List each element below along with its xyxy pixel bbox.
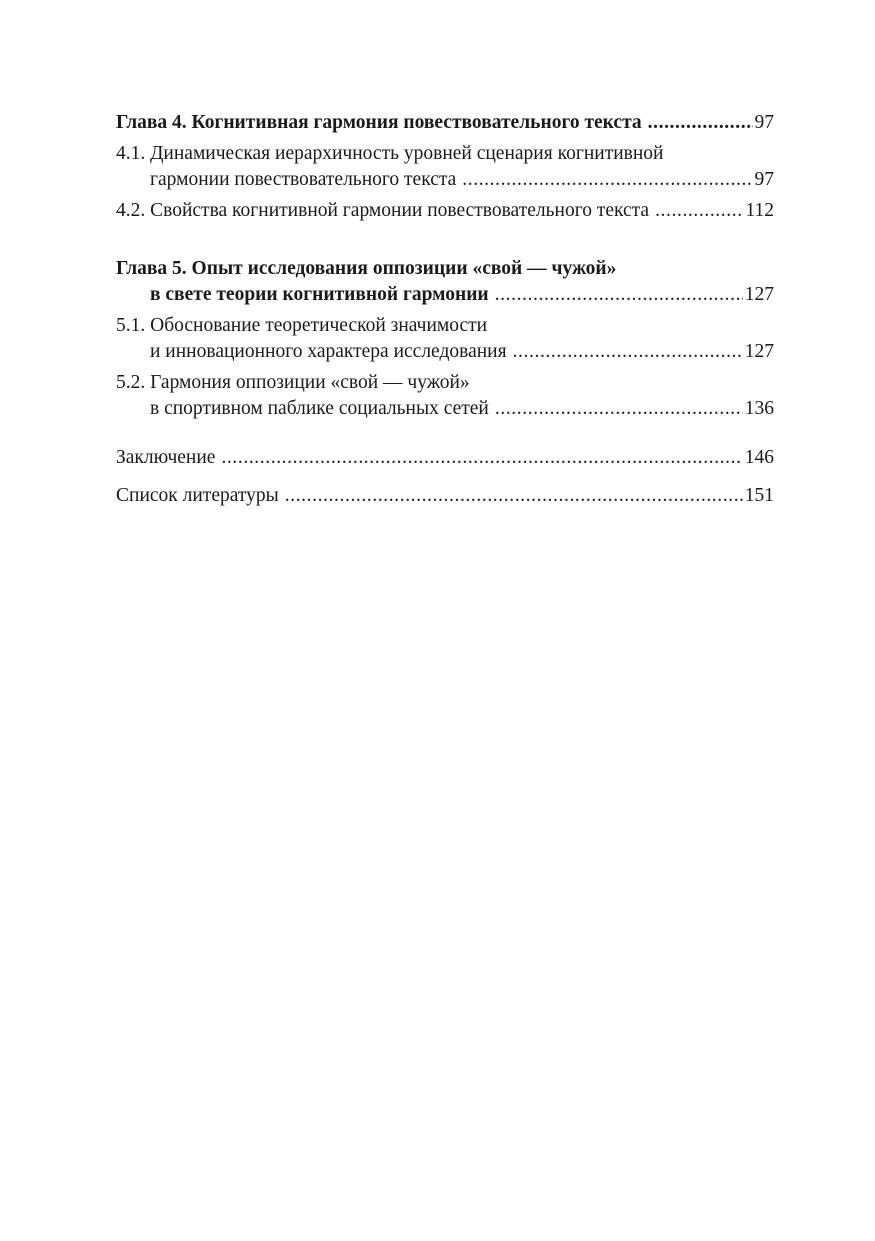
toc-entry-title-continuation: в свете теории когнитивной гармонии (150, 284, 489, 305)
dot-leader (513, 339, 743, 365)
toc-page-number: 127 (744, 341, 774, 362)
toc-page-number: 146 (744, 447, 774, 468)
table-of-contents (116, 110, 774, 509)
dot-leader (648, 110, 753, 136)
toc-entry-title: Заключение (116, 447, 216, 468)
toc-entry-title-continuation: и инновационного характера исследования (150, 341, 507, 362)
toc-page-number: 112 (745, 200, 774, 221)
toc-entry-title: 5.2. Гармония оппозиции «свой — чужой» (116, 372, 470, 393)
toc-entry-section-4-1 (116, 141, 774, 193)
toc-page-number: 151 (744, 485, 774, 506)
toc-entry-chapter-4 (116, 110, 774, 136)
toc-entry-chapter-5 (116, 256, 774, 308)
toc-entry-section-5-2 (116, 370, 774, 422)
toc-entry-title: 4.1. Динамическая иерархичность уровней сценария когнитивной (116, 143, 664, 164)
toc-entry-title-continuation: гармонии повествовательного текста (150, 169, 457, 190)
dot-leader (462, 167, 752, 193)
toc-entry-bibliography (116, 483, 774, 509)
toc-entry-section-5-1 (116, 313, 774, 365)
dot-leader (221, 445, 742, 471)
toc-page-number: 127 (744, 284, 774, 305)
dot-leader (495, 396, 743, 422)
toc-page-number: 97 (754, 112, 774, 133)
toc-entry-title: Глава 5. Опыт исследования оппозиции «свой — чужой» (116, 258, 617, 279)
dot-leader (285, 483, 743, 509)
toc-entry-title-continuation: в спортивном паблике социальных сетей (150, 398, 489, 419)
dot-leader (495, 282, 743, 308)
toc-entry-title: Глава 4. Когнитивная гармония повествовательного текста (116, 112, 642, 133)
toc-entry-conclusion (116, 445, 774, 471)
toc-entry-title: Список литературы (116, 485, 279, 506)
toc-page-number: 97 (754, 169, 774, 190)
toc-entry-section-4-2 (116, 198, 774, 224)
toc-page-number: 136 (744, 398, 774, 419)
toc-entry-title: 5.1. Обоснование теоретической значимости (116, 315, 488, 336)
toc-entry-title: 4.2. Свойства когнитивной гармонии повествовательного текста (116, 200, 650, 221)
dot-leader (655, 198, 743, 224)
